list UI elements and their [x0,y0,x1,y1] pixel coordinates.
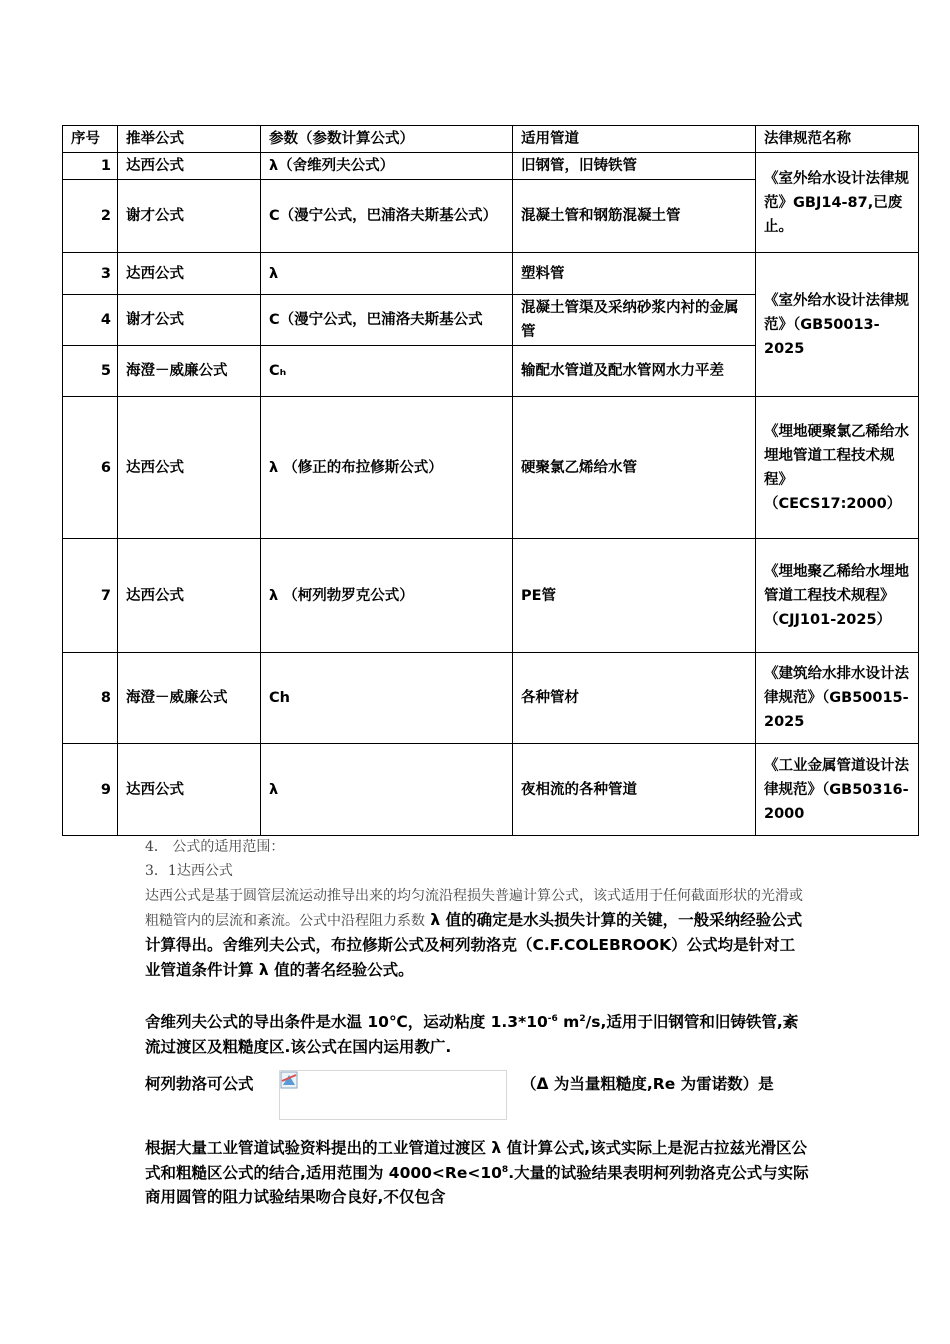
table-row [63,153,919,180]
broken-image-icon [280,1071,298,1089]
row-formula: 海澄－威廉公式 [118,653,261,744]
paragraph-colebrook-b: .大量的试验结果表明柯列勃洛克公式与实际商用圆管的阻力试验结果吻合良好,不仅包含 [145,1163,809,1206]
header-pipe: 适用管道 [513,126,756,153]
row-formula: 达西公式 [118,253,261,295]
row-param: λ [261,744,513,836]
row-formula: 谢才公式 [118,295,261,346]
row-pipe: 硬聚氯乙烯给水管 [513,397,756,539]
row-num: 7 [63,539,118,653]
paragraph-colebrook [145,1136,810,1210]
row-standard: 《埋地硬聚氯乙稀给水埋地管道工程技术规程》（CECS17:2000） [756,397,919,539]
table-row [63,397,919,539]
table-row [63,253,919,295]
paragraph-shevelev-a: 舍维列夫公式的导出条件是水温 10℃，运动粘度 1.3*10 [145,1013,548,1031]
row-standard: 《建筑给水排水设计法律规范》（GB50015-2025 [756,653,919,744]
row-formula: 海澄－威廉公式 [118,346,261,397]
row-formula: 达西公式 [118,744,261,836]
row-num: 1 [63,153,118,180]
row-pipe: 混凝土管渠及采纳砂浆内衬的金属管 [513,295,756,346]
paragraph-shevelev-b: m [557,1013,580,1031]
paragraph-colebrook-a: 根据大量工业管道试验资料提出的工业管道过渡区 λ 值计算公式,该式实际上是泥古拉兹光滑区公式和粗糙区公式的结合,适用范围为 4000<Re<10 [145,1139,807,1182]
row-standard: 《埋地聚乙稀给水埋地管道工程技术规程》（CJJ101-2025） [756,539,919,653]
row-formula: 达西公式 [118,397,261,539]
header-formula: 推举公式 [118,126,261,153]
row-num: 9 [63,744,118,836]
paragraph-shevelev [145,1010,810,1059]
row-pipe: 混凝土管和钢筋混凝土管 [513,180,756,253]
paragraph-darcy-rest: λ 值的确定是水头损失计算的关键，一般采纳经验公式计算得出。舍维列夫公式，布拉修斯公式及柯列勃洛克（C.F.COLEBROOK）公式均是针对工业管道条件计算 λ 值的著名经验公式。 [145,911,803,979]
exponent: 8 [501,1164,509,1175]
row-num: 6 [63,397,118,539]
header-param: 参数（参数计算公式） [261,126,513,153]
row-param: Cₕ [261,346,513,397]
row-num: 4 [63,295,118,346]
row-pipe: 旧钢管，旧铸铁管 [513,153,756,180]
header-standard: 法律规范名称 [756,126,919,153]
table-row [63,539,919,653]
row-formula: 谢才公式 [118,180,261,253]
row-param: C（漫宁公式，巴浦洛夫斯基公式） [261,180,513,253]
section-4-heading: 4． 公式的适用范围： [145,839,285,855]
row-standard: 《工业金属管道设计法律规范》（GB50316-2000 [756,744,919,836]
paragraph-darcy-intro: 达西公式是基于圆管层流运动推导出来的均匀流沿程损失普遍计算公式，该式适用于任何截面形状的光滑或粗糙管内的层流和紊流。公式中沿程阻力系数 [145,888,803,929]
section-3-1-heading: 3．1达西公式 [145,863,233,879]
row-param: λ （柯列勃罗克公式） [261,539,513,653]
row-param: λ（舍维列夫公式） [261,153,513,180]
row-pipe: 夜相流的各种管道 [513,744,756,836]
table-header-row [63,126,919,153]
row-standard: 《室外给水设计法律规范》GBJ14-87,已废止。 [756,153,919,253]
formula-label: 柯列勃洛可公式 [145,1075,254,1093]
row-pipe: 塑料管 [513,253,756,295]
formula-note: （Δ 为当量粗糙度,Re 为雷诺数）是 [521,1075,774,1093]
row-param: C（漫宁公式，巴浦洛夫斯基公式 [261,295,513,346]
row-num: 5 [63,346,118,397]
row-formula: 达西公式 [118,539,261,653]
row-num: 8 [63,653,118,744]
formula-image [279,1070,507,1120]
row-num: 2 [63,180,118,253]
header-num: 序号 [63,126,118,153]
paragraph-shevelev-c: /s,适用于旧钢管和旧铸铁管,紊流过渡区及粗糙度区.该公式在国内运用教广. [145,1013,799,1056]
table-row [63,653,919,744]
colebrook-formula-line [145,1072,810,1122]
row-param: λ [261,253,513,295]
row-pipe: PE管 [513,539,756,653]
row-num: 3 [63,253,118,295]
row-param: Ch [261,653,513,744]
table-row [63,744,919,836]
exponent: 2 [579,1014,586,1024]
row-pipe: 各种管材 [513,653,756,744]
row-standard: 《室外给水设计法律规范》（GB50013-2025 [756,253,919,397]
row-param: λ （修正的布拉修斯公式） [261,397,513,539]
formula-table [62,125,919,836]
row-formula: 达西公式 [118,153,261,180]
paragraph-darcy [145,884,810,982]
exponent: -6 [547,1014,558,1024]
row-pipe: 输配水管道及配水管网水力平差 [513,346,756,397]
